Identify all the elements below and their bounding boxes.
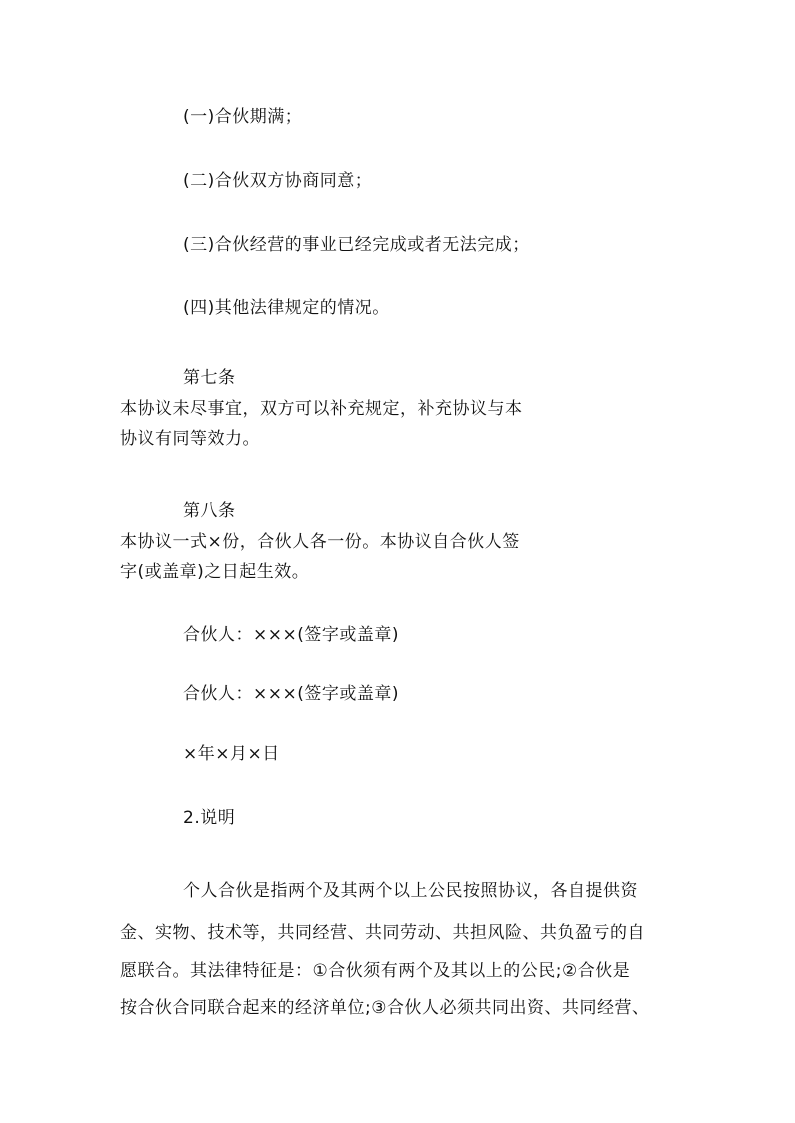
explanation-line-1: 个人合伙是指两个及其两个以上公民按照协议，各自提供资 [183,881,638,901]
explanation-line-4: 按合伙合同联合起来的经济单位;③合伙人必须共同出资、共同经营、 [120,998,650,1018]
article-7-line-1: 本协议未尽事宜，双方可以补充规定，补充协议与本 [120,399,523,419]
termination-item-4: (四)其他法律规定的情况。 [183,298,390,318]
article-7-line-2: 协议有同等效力。 [120,429,260,449]
termination-item-3: (三)合伙经营的事业已经完成或者无法完成； [183,235,530,255]
signature-line-2: 合伙人：×××(签字或盖章) [183,684,399,704]
article-8-line-1: 本协议一式×份，合伙人各一份。本协议自合伙人签 [120,532,520,552]
termination-item-2: (二)合伙双方协商同意； [183,171,373,191]
explanation-line-3: 愿联合。其法律特征是：①合伙须有两个及其以上的公民;②合伙是 [120,961,631,981]
section-2-heading: 2.说明 [183,808,236,828]
article-8-heading: 第八条 [183,501,236,521]
signature-line-1: 合伙人：×××(签字或盖章) [183,625,399,645]
article-7-heading: 第七条 [183,368,236,388]
termination-item-1: (一)合伙期满； [183,107,303,127]
explanation-line-2: 金、实物、技术等，共同经营、共同劳动、共担风险、共负盈亏的自 [120,923,645,943]
article-8-line-2: 字(或盖章)之日起生效。 [120,562,310,582]
date-line: ×年×月×日 [183,744,280,764]
